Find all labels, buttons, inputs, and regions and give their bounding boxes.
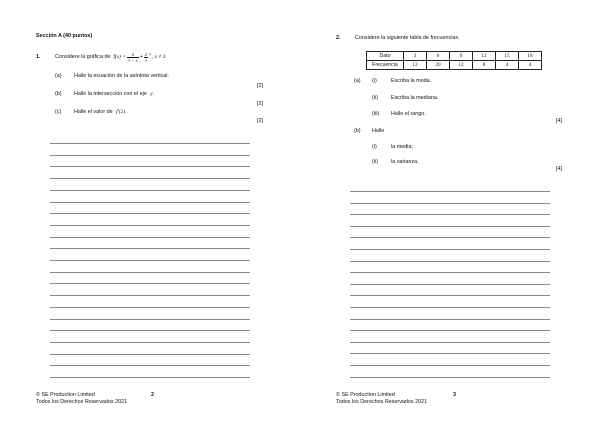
answer-line bbox=[50, 225, 250, 226]
answer-line bbox=[50, 272, 250, 273]
part-a-iii-text: Halle el rango. bbox=[391, 111, 426, 117]
row-header: Frecuencia bbox=[367, 61, 404, 70]
function-name: f(x) = bbox=[113, 53, 126, 60]
footer-rights: Todos los Derechos Reservados 2021 bbox=[36, 399, 128, 405]
answer-line bbox=[50, 248, 250, 249]
part-b-text: Halle la intersección con el eje y. bbox=[74, 91, 155, 97]
answer-line bbox=[350, 203, 550, 204]
page-number: 3 bbox=[453, 392, 456, 398]
section-title: Sección A (40 puntos) bbox=[36, 33, 93, 39]
table-row bbox=[367, 61, 542, 70]
table-cell: 8 bbox=[473, 61, 496, 70]
question-2-number: 2. bbox=[336, 35, 341, 41]
table-cell: 20 bbox=[427, 61, 450, 70]
answer-line bbox=[50, 155, 250, 156]
part-b-marks: [4] bbox=[556, 166, 562, 172]
part-b-i-label: (i) bbox=[372, 144, 377, 150]
part-b-text: Halle bbox=[372, 128, 385, 134]
table-cell: 15 bbox=[496, 52, 519, 61]
answer-line bbox=[350, 191, 550, 192]
table-cell: 12 bbox=[450, 61, 473, 70]
answer-line bbox=[350, 330, 550, 331]
page-number: 2 bbox=[151, 392, 154, 398]
exponent: x bbox=[149, 50, 151, 56]
answer-line bbox=[50, 260, 250, 261]
answer-line bbox=[350, 307, 550, 308]
answer-line bbox=[50, 330, 250, 331]
answer-line bbox=[50, 178, 250, 179]
answer-line bbox=[350, 295, 550, 296]
answer-line bbox=[350, 214, 550, 215]
answer-line bbox=[50, 283, 250, 284]
footer-rights: Todos los Derechos Reservados 2021 bbox=[336, 399, 428, 405]
answer-line bbox=[350, 377, 550, 378]
part-b-ii-label: (ii) bbox=[372, 159, 378, 165]
part-a-label: (a) bbox=[354, 78, 361, 84]
table-cell: 4 bbox=[496, 61, 519, 70]
frequency-table bbox=[366, 51, 542, 70]
part-a-i-text: Escriba la moda. bbox=[391, 78, 432, 84]
answer-line bbox=[50, 213, 250, 214]
table-cell: 3 bbox=[404, 52, 427, 61]
footer-copyright: © SE Production Limited bbox=[336, 392, 395, 398]
part-c-label: (c) bbox=[55, 109, 62, 115]
answer-line bbox=[350, 342, 550, 343]
part-b-label: (b) bbox=[55, 91, 62, 97]
answer-line bbox=[350, 353, 550, 354]
part-a-ii-text: Escriba la mediana. bbox=[391, 95, 439, 101]
answer-line bbox=[50, 365, 250, 366]
table-cell: 12 bbox=[404, 61, 427, 70]
part-b-ii-text: la varianza. bbox=[391, 159, 419, 165]
part-c-text: Halle el valor de f′(2). bbox=[74, 109, 127, 115]
part-a-text: Halle la ecuación de la asíntota vertical. bbox=[74, 73, 169, 79]
table-cell: 4 bbox=[519, 61, 542, 70]
answer-line bbox=[350, 272, 550, 273]
answer-line bbox=[50, 342, 250, 343]
answer-line bbox=[50, 295, 250, 296]
part-a-label: (a) bbox=[55, 73, 62, 79]
part-c-marks: [2] bbox=[257, 118, 263, 124]
part-b-i-text: la media; bbox=[391, 144, 413, 150]
answer-line bbox=[350, 237, 550, 238]
part-a-i-label: (i) bbox=[372, 78, 377, 84]
part-b-label: (b) bbox=[354, 128, 361, 134]
question-1-intro: Considere la gráfica de bbox=[55, 53, 111, 60]
answer-line bbox=[350, 365, 550, 366]
question-2-intro: Considere la siguiente tabla de frecuencias. bbox=[355, 35, 460, 41]
row-header: Dato bbox=[367, 52, 404, 61]
answer-line bbox=[50, 319, 250, 320]
table-row bbox=[367, 52, 542, 61]
answer-line bbox=[50, 202, 250, 203]
table-cell: 12 bbox=[473, 52, 496, 61]
answer-line bbox=[50, 354, 250, 355]
answer-line bbox=[350, 226, 550, 227]
answer-line bbox=[50, 143, 250, 144]
table-cell: 9 bbox=[450, 52, 473, 61]
fraction-one: $\frac{4}{3 - x}$ bbox=[127, 51, 138, 63]
part-a-marks: [2] bbox=[257, 83, 263, 89]
domain-condition: , x ≠ 3. bbox=[151, 53, 167, 60]
footer-copyright: © SE Production Limited bbox=[36, 392, 95, 398]
answer-line bbox=[350, 319, 550, 320]
part-b-marks: [2] bbox=[257, 101, 263, 107]
part-a-ii-label: (ii) bbox=[372, 95, 378, 101]
table-cell: 6 bbox=[427, 52, 450, 61]
table-cell: 18 bbox=[519, 52, 542, 61]
question-1-stem: Considere la gráfica de f(x) = $\frac{4}{3 - x}$ + $\frac{2}{3}$ x , x ≠ 3. bbox=[55, 50, 167, 63]
answer-line bbox=[50, 377, 250, 378]
answer-line bbox=[50, 307, 250, 308]
answer-line bbox=[50, 190, 250, 191]
answer-line bbox=[350, 284, 550, 285]
answer-line bbox=[50, 166, 250, 167]
answer-line bbox=[50, 237, 250, 238]
right-page bbox=[300, 0, 600, 424]
part-a-iii-label: (iii) bbox=[372, 111, 380, 117]
answer-line bbox=[350, 261, 550, 262]
question-1-number: 1. bbox=[36, 54, 41, 60]
answer-line bbox=[350, 249, 550, 250]
part-a-marks: [4] bbox=[556, 118, 562, 124]
fraction-two: $\frac{2}{3}$ bbox=[144, 51, 148, 63]
